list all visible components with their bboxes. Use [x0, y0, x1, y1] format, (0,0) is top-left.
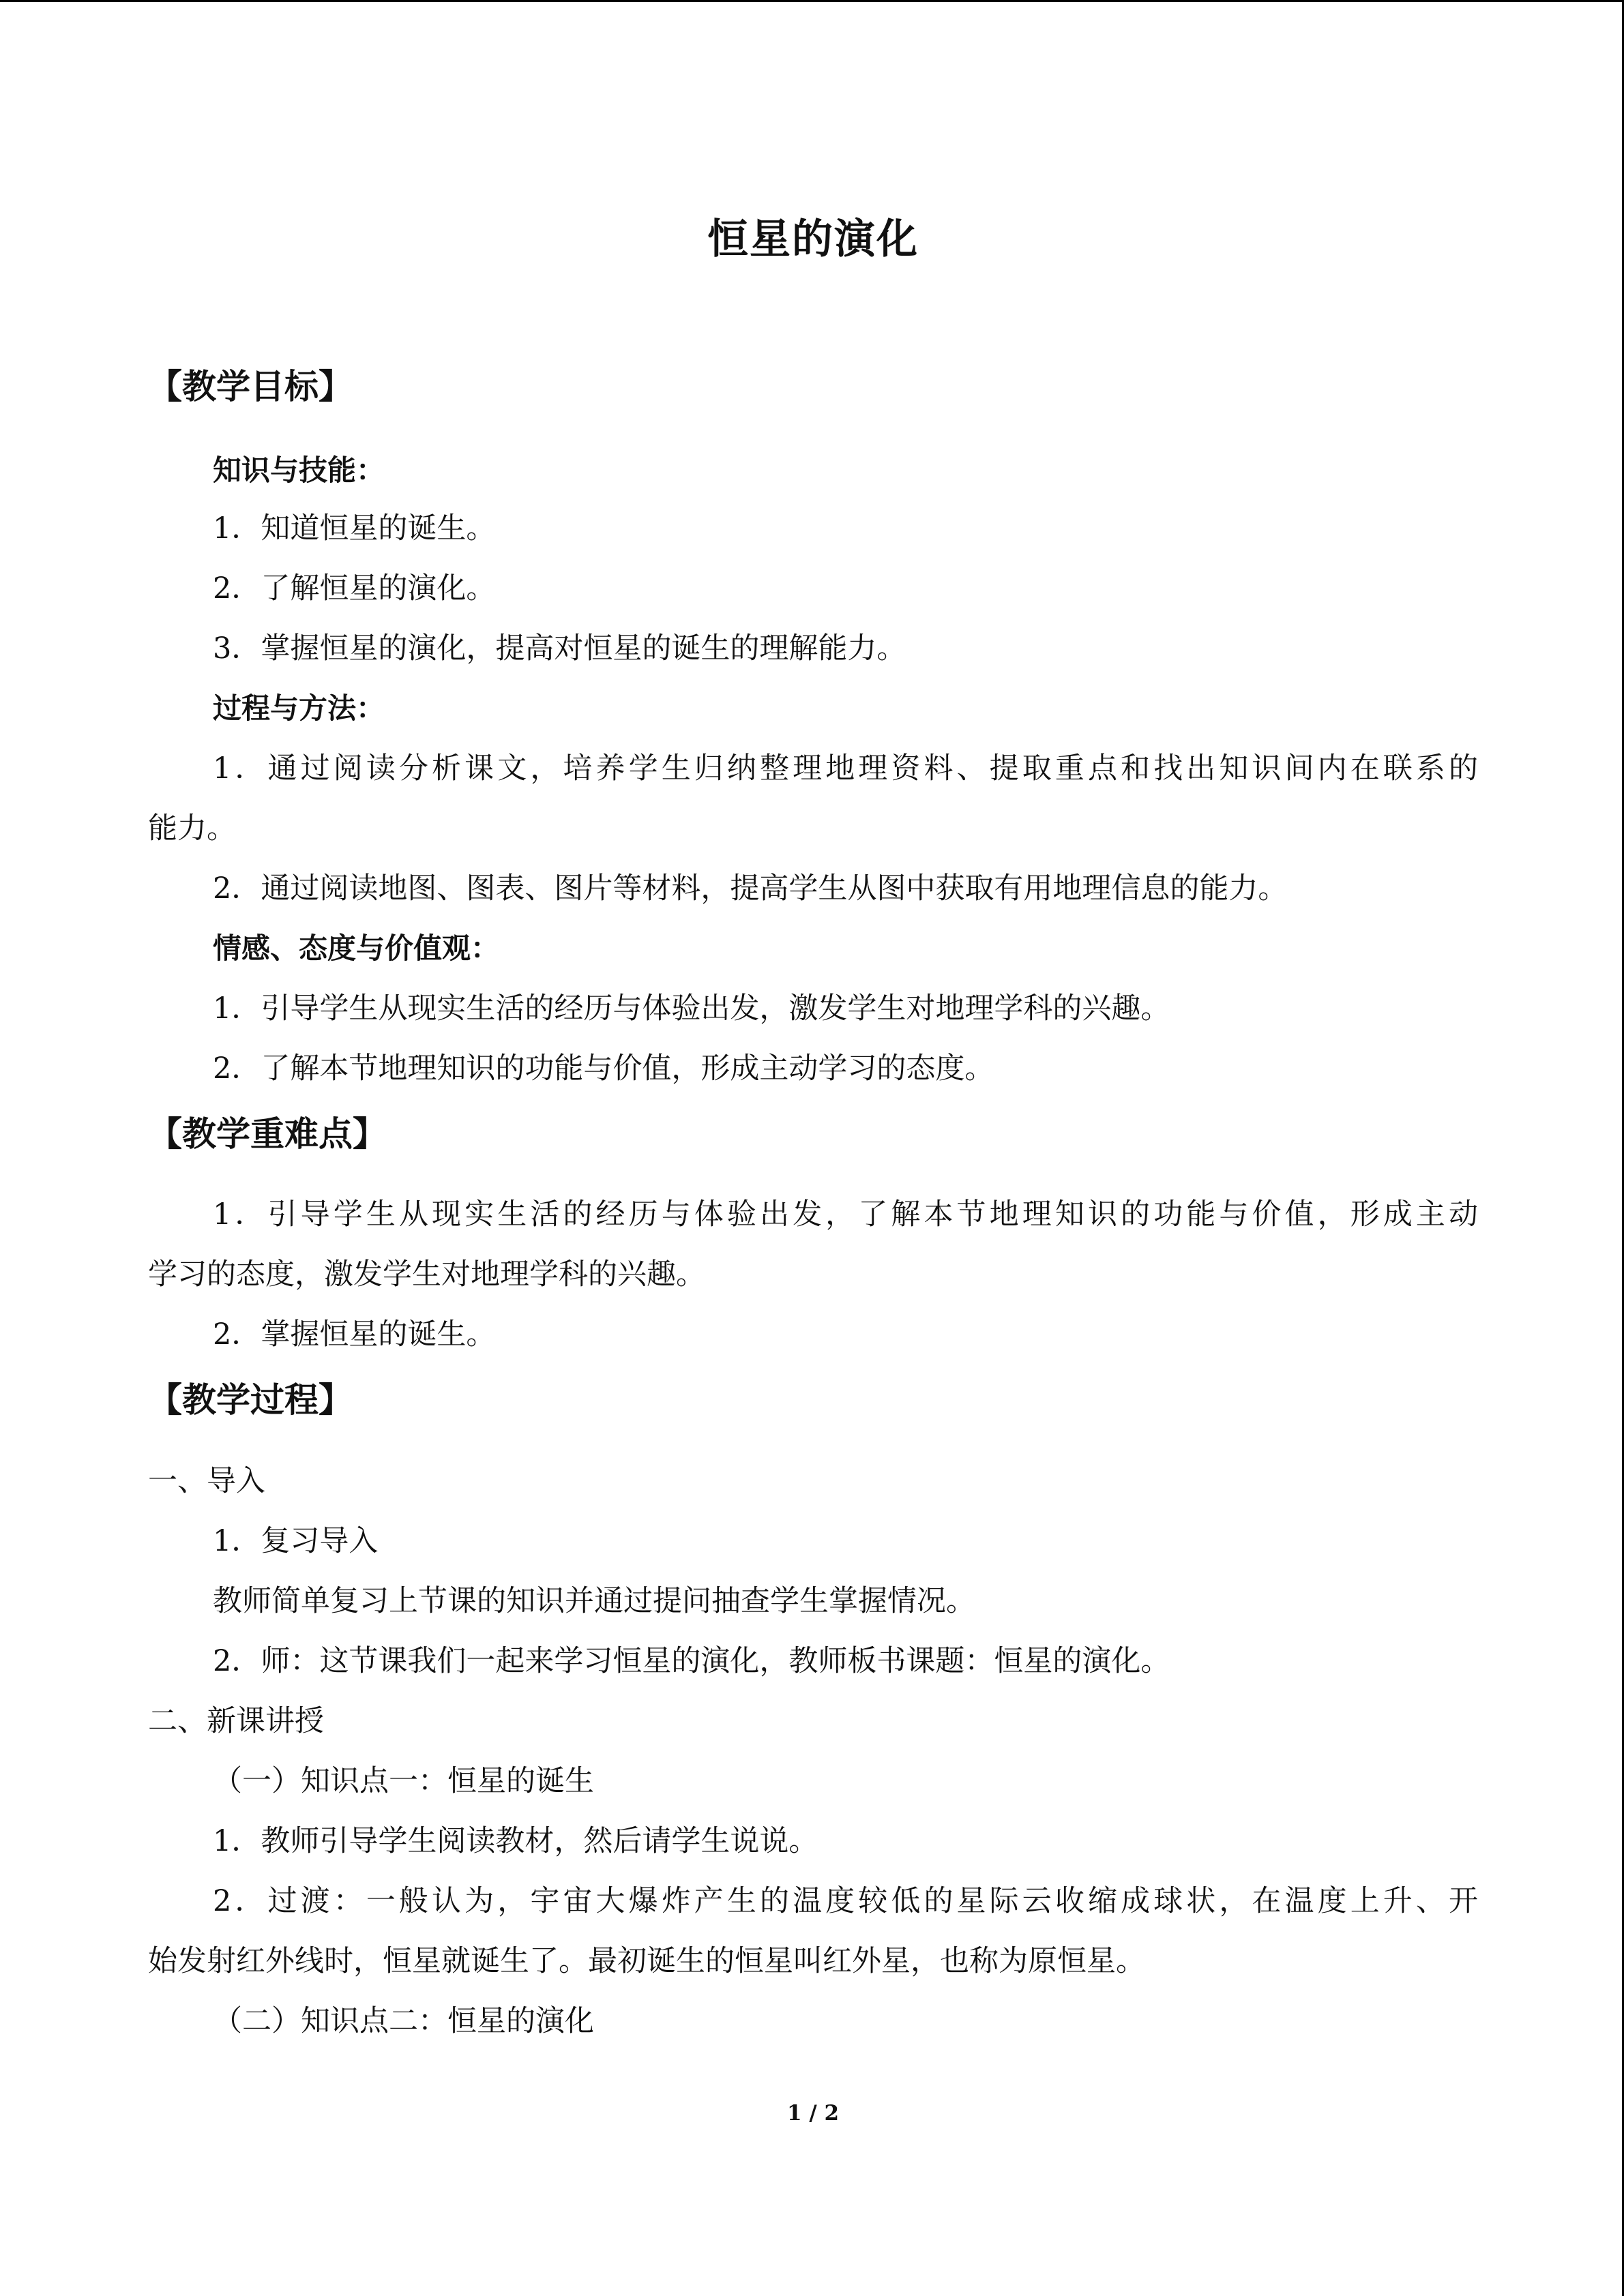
subheading-emotion: 情感、态度与价值观：	[213, 931, 500, 965]
process-step-line: 始发射红外线时，恒星就诞生了。最初诞生的恒星叫红外星，也称为原恒星。	[148, 1944, 1145, 1978]
process-item-line: 1．通过阅读分析课文，培养学生归纳整理地理资料、提取重点和找出知识间内在联系的	[213, 751, 1478, 786]
page-number: 1 / 2	[786, 2101, 840, 2126]
process-step: 2．师：这节课我们一起来学习恒星的演化，教师板书课题：恒星的演化。	[213, 1644, 1170, 1678]
subheading-knowledge: 知识与技能：	[213, 453, 385, 487]
knowledge-item: 2．了解恒星的演化。	[213, 571, 496, 606]
process-item: 2．通过阅读地图、图表、图片等材料，提高学生从图中获取有用地理信息的能力。	[213, 871, 1288, 906]
process-step-line: 2．过渡：一般认为，宇宙大爆炸产生的温度较低的星际云收缩成球状，在温度上升、开	[213, 1884, 1478, 1918]
key-point-item: 2．掌握恒星的诞生。	[213, 1317, 496, 1352]
subheading-process-method: 过程与方法：	[213, 691, 385, 725]
emotion-item: 2．了解本节地理知识的功能与价值，形成主动学习的态度。	[213, 1052, 994, 1086]
process-step: 1．复习导入	[213, 1524, 379, 1558]
process-part-heading: 一、导入	[148, 1464, 265, 1498]
knowledge-item: 3．掌握恒星的演化，提高对恒星的诞生的理解能力。	[213, 631, 906, 666]
process-step-text: 教师简单复习上节课的知识并通过提问抽查学生掌握情况。	[213, 1584, 975, 1618]
process-item-line: 能力。	[148, 811, 236, 846]
section-heading-process: 【教学过程】	[148, 1380, 353, 1420]
section-heading-goals: 【教学目标】	[148, 367, 353, 406]
key-point-line: 学习的态度，激发学生对地理学科的兴趣。	[148, 1257, 705, 1292]
key-point-line: 1．引导学生从现实生活的经历与体验出发，了解本节地理知识的功能与价值，形成主动	[213, 1197, 1478, 1232]
process-step: 1．教师引导学生阅读教材，然后请学生说说。	[213, 1824, 818, 1858]
section-heading-key-points: 【教学重难点】	[148, 1114, 387, 1154]
page-top-border	[0, 0, 1624, 2]
process-part-heading: 二、新课讲授	[148, 1704, 324, 1738]
emotion-item: 1．引导学生从现实生活的经历与体验出发，激发学生对地理学科的兴趣。	[213, 992, 1170, 1026]
knowledge-item: 1．知道恒星的诞生。	[213, 511, 496, 546]
document-title: 恒星的演化	[707, 215, 919, 263]
knowledge-point-heading: （一）知识点一：恒星的诞生	[213, 1764, 594, 1798]
knowledge-point-heading: （二）知识点二：恒星的演化	[213, 2004, 594, 2038]
